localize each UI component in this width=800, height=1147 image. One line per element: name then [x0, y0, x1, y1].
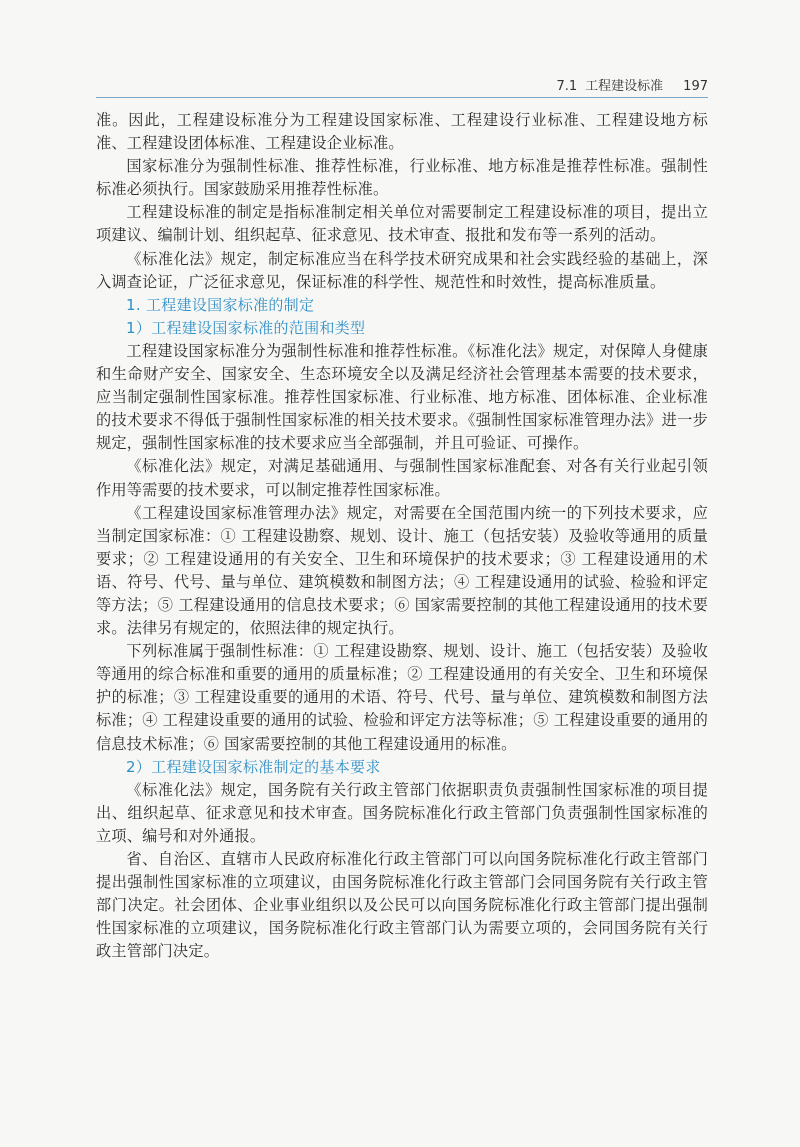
paragraph: 《标准化法》规定，国务院有关行政主管部门依据职责负责强制性国家标准的项目提出、组织起草、征求意见和技术审查。国务院标准化行政主管部门负责强制性国家标准的立项、编号和对外通报。	[96, 780, 708, 845]
section-title: 工程建设标准	[585, 79, 664, 94]
subsection-heading: 2）工程建设国家标准制定的基本要求	[126, 757, 381, 776]
paragraph: 《工程建设国家标准管理办法》规定，对需要在全国范围内统一的下列技术要求，应当制定国家标准：① 工程建设勘察、规划、设计、施工（包括安装）及验收等通用的质量要求；② 工程建设通用的有关安全、卫生和环境保护的技术要求；③ 工程建设通用的术语、符号、代号、量与单位、建筑模数和制图方法；④ 工程建设通用的试验、检验和评定等方法；⑤ 工程建设通用的信息技术要求；⑥ 国家需要控制的其他工程建设通用的技术要求。法律另有规定的，依照法律的规定执行。	[96, 503, 708, 638]
paragraph: 《标准化法》规定，制定标准应当在科学技术研究成果和社会实践经验的基础上，深入调查论证，广泛征求意见，保证标准的科学性、规范性和时效性，提高标准质量。	[96, 249, 708, 291]
paragraph: 国家标准分为强制性标准、推荐性标准，行业标准、地方标准是推荐性标准。强制性标准必须执行。国家鼓励采用推荐性标准。	[96, 157, 708, 199]
subsection-heading: 1）工程建设国家标准的范围和类型	[126, 318, 366, 337]
page-body	[96, 109, 708, 963]
paragraph: 工程建设标准的制定是指标准制定相关单位对需要制定工程建设标准的项目，提出立项建议、编制计划、组织起草、征求意见、技术审查、报批和发布等一系列的活动。	[96, 203, 708, 245]
page-number: 197	[683, 79, 708, 94]
paragraph: 省、自治区、直辖市人民政府标准化行政主管部门可以向国务院标准化行政主管部门提出强制性国家标准的立项建议，由国务院标准化行政主管部门会同国务院有关行政主管部门决定。社会团体、企业事业组织以及公民可以向国务院标准化行政主管部门提出强制性国家标准的立项建议，国务院标准化行政主管部门认为需要立项的，会同国务院有关行政主管部门决定。	[96, 850, 708, 961]
header-text	[556, 75, 708, 94]
paragraph: 《标准化法》规定，对满足基础通用、与强制性国家标准配套、对各有关行业起引领作用等需要的技术要求，可以制定推荐性国家标准。	[96, 457, 708, 499]
paragraph: 下列标准属于强制性标准：① 工程建设勘察、规划、设计、施工（包括安装）及验收等通用的综合标准和重要的通用的质量标准；② 工程建设通用的有关安全、卫生和环境保护的标准；③ 工程建设重要的通用的术语、符号、代号、量与单位、建筑模数和制图方法标准；④ 工程建设重要的通用的试验、检验和评定方法等标准；⑤ 工程建设重要的通用的信息技术标准；⑥ 国家需要控制的其他工程建设通用的标准。	[96, 642, 708, 753]
running-header	[96, 75, 708, 98]
paragraph-continued: 准。因此，工程建设标准分为工程建设国家标准、工程建设行业标准、工程建设地方标准、工程建设团体标准、工程建设企业标准。	[96, 111, 708, 153]
section-heading: 1. 工程建设国家标准的制定	[126, 295, 315, 314]
section-number: 7.1	[556, 79, 578, 94]
paragraph: 工程建设国家标准分为强制性标准和推荐性标准。《标准化法》规定，对保障人身健康和生命财产安全、国家安全、生态环境安全以及满足经济社会管理基本需要的技术要求，应当制定强制性国家标准。推荐性国家标准、行业标准、地方标准、团体标准、企业标准的技术要求不得低于强制性国家标准的相关技术要求。《强制性国家标准管理办法》进一步规定，强制性国家标准的技术要求应当全部强制，并且可验证、可操作。	[96, 341, 708, 453]
